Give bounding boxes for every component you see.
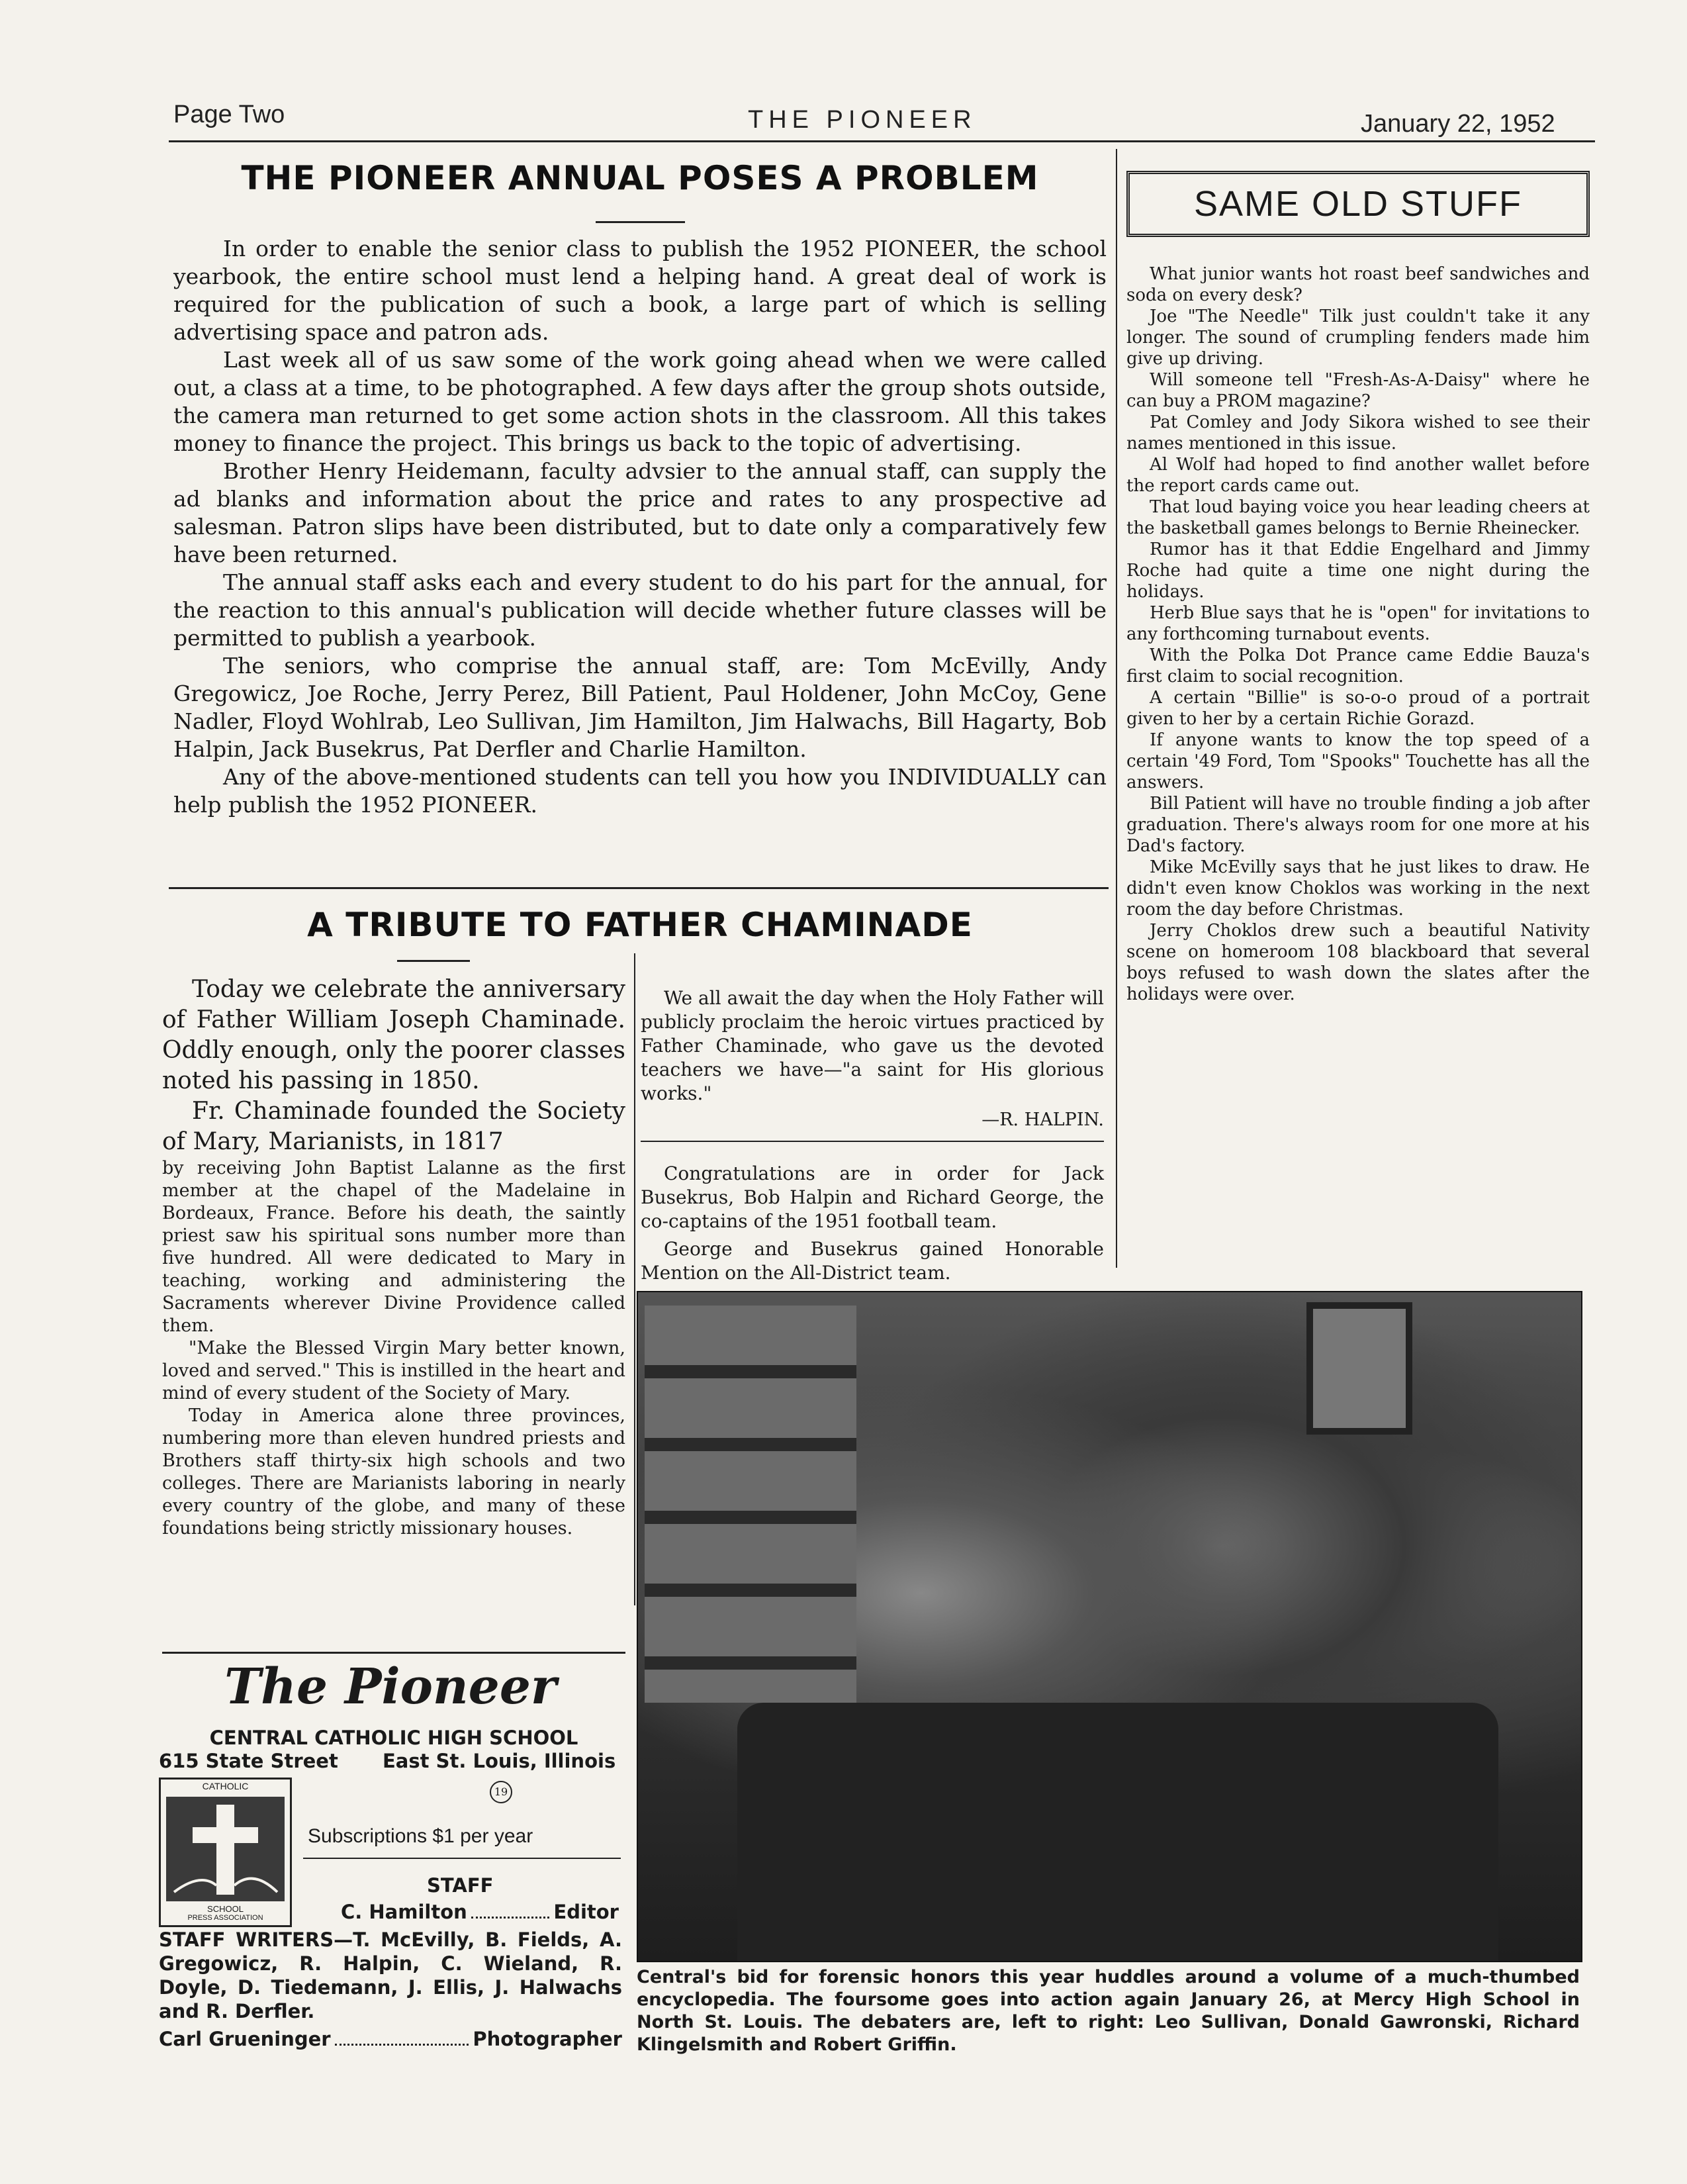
subscriptions: Subscriptions $1 per year	[308, 1825, 533, 1847]
annual-bottom-rule	[169, 887, 1109, 889]
gossip-item: With the Polka Dot Prance came Eddie Bauza's first claim to social recognition.	[1126, 645, 1590, 687]
bookshelf	[645, 1306, 856, 1703]
gossip-item: Herb Blue says that he is "open" for invitations to any forthcoming turnabout events.	[1126, 603, 1590, 644]
editor-leader	[471, 1917, 550, 1919]
tribute-paragraph: Today in America alone three provinces, numbering more than eleven hundred priests and Brothers staff thirty-six high schools and two colleges. There are Marianists laboring in nearly every country of the globe, and many of these foundations being strictly missionary houses.	[162, 1405, 625, 1539]
gossip-item: A certain "Billie" is so-o-o proud of a portrait given to her by a certain Richie Gorazd.	[1126, 688, 1590, 729]
debaters-photo	[637, 1291, 1582, 1962]
press-association-emblem	[159, 1778, 292, 1927]
tribute-signature: —R. HALPIN.	[981, 1110, 1104, 1130]
school-street: 615 State Street	[159, 1750, 338, 1772]
editor-name: C. Hamilton	[341, 1901, 467, 1923]
staff-writers: STAFF WRITERS—T. McEvilly, B. Fields, A. Gregowicz, R. Halpin, C. Wieland, R. Doyle, D. Tiedemann, J. Ellis, J. Halwachs and R. Derfler.	[159, 1928, 622, 2022]
school-city: East St. Louis, Illinois	[383, 1750, 616, 1772]
gossip-item: Mike McEvilly says that he just likes to draw. He didn't even know Choklos was working in the next room the day before Christmas.	[1126, 857, 1590, 920]
editor-line	[341, 1900, 619, 1924]
gossip-item: That loud baying voice you hear leading cheers at the basketball games belongs to Bernie Rheinecker.	[1126, 497, 1590, 538]
gossip-item: If anyone wants to know the top speed of a certain '49 Ford, Tom "Spooks" Touchette has all the answers.	[1126, 730, 1590, 792]
annual-headline-rule	[596, 221, 685, 223]
annual-paragraph: The annual staff asks each and every student to do his part for the annual, for the reaction to this annual's publication will decide whether future classes will be permitted to publish a yearbook.	[173, 569, 1107, 651]
header-rule	[169, 140, 1595, 142]
signature-rule	[641, 1141, 1104, 1142]
football-paragraph: George and Busekrus gained Honorable Mention on the All-District team.	[641, 1238, 1104, 1284]
wall-frame	[1306, 1302, 1412, 1435]
gossip-item: Jerry Choklos drew such a beautiful Nativity scene on homeroom 108 blackboard that several boys refused to wash down the slates after the holidays were over.	[1126, 921, 1590, 1004]
same-old-stuff-title: SAME OLD STUFF	[1193, 184, 1523, 224]
annual-paragraph: Brother Henry Heidemann, faculty advsier to the annual staff, can supply the ad blanks and information about the price and rates to any prospective ad salesman. Patron slips have been distributed, but to date only a comparatively few have been returned.	[173, 458, 1107, 567]
gossip-item: What junior wants hot roast beef sandwiches and soda on every desk?	[1126, 264, 1590, 305]
photo-caption: Central's bid for forensic honors this year huddles around a volume of a much-thumbed encyclopedia. The foursome goes into action again January 26, at Mercy High School in North St. Louis. The debaters are, left to right: Leo Sullivan, Donald Gawronski, Richard Klingelsmith and Robert Griffin.	[637, 1967, 1580, 2055]
gossip-item: Al Wolf had hoped to find another wallet before the report cards came out.	[1126, 455, 1590, 496]
gossip-item: Pat Comley and Jody Sikora wished to see their names mentioned in this issue.	[1126, 412, 1590, 453]
page-number: Page Two	[173, 101, 285, 128]
annual-paragraph: In order to enable the senior class to publish the 1952 PIONEER, the school yearbook, the entire school must lend a helping hand. A great deal of work is required for the publication of such a book, a large part of which is selling advertising space and patron ads.	[173, 236, 1107, 345]
subscriptions-rule	[303, 1858, 621, 1859]
school-name: CENTRAL CATHOLIC HIGH SCHOOL	[209, 1727, 578, 1749]
tribute-headline-rule	[397, 960, 470, 962]
gossip-item: Will someone tell "Fresh-As-A-Daisy" where he can buy a PROM magazine?	[1126, 370, 1590, 411]
tribute-paragraph: "Make the Blessed Virgin Mary better known, loved and served." This is instilled in the heart and mind of every student of the Society of Mary.	[162, 1338, 625, 1403]
annual-paragraph: Last week all of us saw some of the work going ahead when we were called out, a class at a time, to be photographed. A few days after the group shots outside, the camera man returned to get some action shots in the classroom. All this takes money to finance the project. This brings us back to the topic of advertising.	[173, 347, 1107, 456]
issue-date: January 22, 1952	[1361, 110, 1555, 138]
tribute-continuation: by receiving John Baptist Lalanne as the first member at the chapel of the Madelaine in Bordeaux, France. Before his death, the saintly priest saw his spiritual sons number more than five hundred. All were dedicated to Mary in teaching, working and administering the Sacraments wherever Divine Providence called them.	[162, 1158, 625, 1336]
column-divider	[1116, 149, 1117, 1268]
emblem-top-label: CATHOLIC	[202, 1781, 249, 1791]
emblem-association-label: PRESS ASSOCIATION	[187, 1914, 263, 1922]
union-badge	[490, 1781, 512, 1803]
editor-role: Editor	[553, 1901, 619, 1923]
annual-paragraph: Any of the above-mentioned students can tell you how you INDIVIDUALLY can help publish the 1952 PIONEER.	[173, 764, 1107, 818]
same-old-stuff-column	[1126, 263, 1590, 1005]
tribute-left-column	[162, 974, 625, 1540]
staff-heading: STAFF	[427, 1874, 494, 1897]
tribute-paragraph: Today we celebrate the anniversary of Father William Joseph Chaminade. Oddly enough, only the poorer classes noted his passing in 1850.	[162, 976, 625, 1094]
tribute-middle-column	[641, 986, 1104, 1289]
photographer-role: Photographer	[473, 2028, 622, 2050]
photographer-name: Carl Grueninger	[159, 2028, 331, 2050]
cross-icon	[161, 1793, 290, 1905]
newspaper-name: THE PIONEER	[748, 106, 977, 134]
table	[737, 1703, 1498, 1961]
gossip-item: Rumor has it that Eddie Engelhard and Jimmy Roche had quite a time one night during the holidays.	[1126, 540, 1590, 602]
tribute-headline: A TRIBUTE TO FATHER CHAMINADE	[307, 906, 973, 944]
gossip-item: Bill Patient will have no trouble finding a job after graduation. There's always room for one more at his Dad's factory.	[1126, 794, 1590, 856]
annual-paragraph: The seniors, who comprise the annual staff, are: Tom McEvilly, Andy Gregowicz, Joe Roche, Jerry Perez, Bill Patient, Paul Holdener, John McCoy, Gene Nadler, Floyd Wohlrab, Leo Sullivan, Jim Hamilton, Jim Halwachs, Bill Hagarty, Bob Halpin, Jack Busekrus, Pat Derfler and Charlie Hamilton.	[173, 653, 1107, 762]
football-paragraph: Congratulations are in order for Jack Busekrus, Bob Halpin and Richard George, the co-captains of the 1951 football team.	[641, 1163, 1104, 1232]
masthead-top-rule	[162, 1652, 625, 1654]
photographer-leader	[335, 2044, 469, 2046]
union-badge-number: 19	[494, 1785, 508, 1798]
emblem-bottom-label: SCHOOL	[207, 1904, 244, 1914]
annual-headline: THE PIONEER ANNUAL POSES A PROBLEM	[241, 159, 1039, 197]
tribute-paragraph: Fr. Chaminade founded the Society of Mary, Marianists, in 1817	[162, 1098, 625, 1155]
same-old-stuff-box	[1126, 171, 1590, 237]
pioneer-logo: The Pioneer	[224, 1658, 557, 1715]
gossip-item: Joe "The Needle" Tilk just couldn't take it any longer. The sound of crumpling fenders made him give up driving.	[1126, 307, 1590, 369]
tribute-middle-paragraph: We all await the day when the Holy Father will publicly proclaim the heroic virtues practiced by Father Chaminade, who gave us the devoted teachers we have—"a saint for His glorious works."	[641, 987, 1104, 1104]
tribute-column-divider	[634, 953, 635, 1605]
photographer-line	[159, 2027, 622, 2051]
annual-article-body	[173, 235, 1107, 819]
